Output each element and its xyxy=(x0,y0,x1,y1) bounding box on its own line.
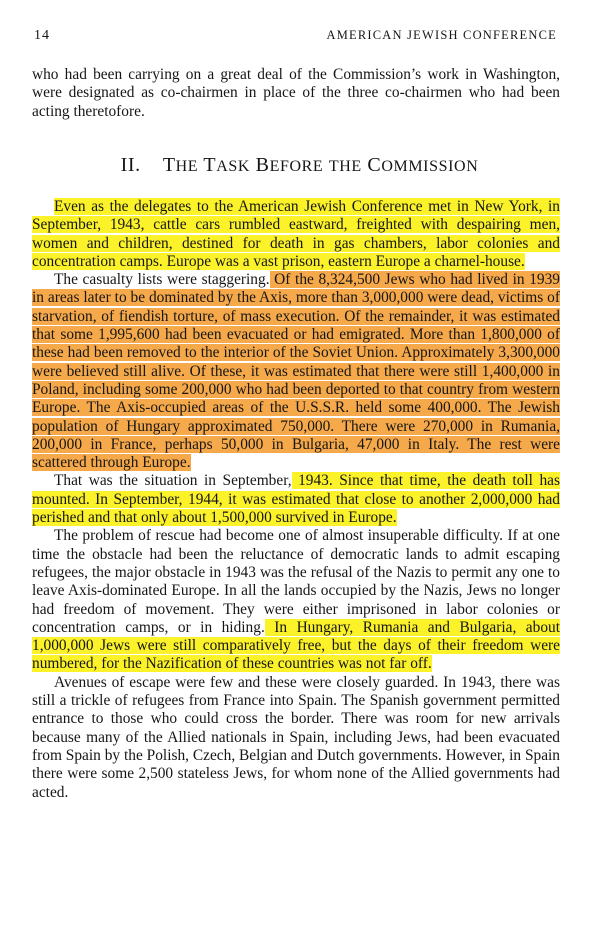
plain-text: The casualty lists were staggering. xyxy=(54,271,270,289)
page-header xyxy=(34,28,557,48)
paragraph-2 xyxy=(32,271,560,472)
highlighted-text: In Hungary, Rumania and Bulgaria, about 1,000,000 Jews were still comparatively free, but the days of their freedom were numbered, for the Nazification of these countries was not far off. xyxy=(32,618,560,673)
paragraph-5 xyxy=(32,674,560,802)
plain-text: The problem of rescue had become one of almost insuperable difficulty. If at one time the obstacle had been the reluctance of democratic lands to admit escaping refugees, the major obstacle in 1943 was the refusal of the Nazis to permit any one to leave Axis-dominated Europe. In all the lands occupied by the Nazis, Jews no longer had freedom of movement. They were either imprisoned in labor colonies or concentration camps, or in hiding. xyxy=(32,527,560,636)
plain-text: Avenues of escape were few and these were closely guarded. In 1943, there was still a trickle of refugees from France into Spain. The Spanish government permitted entrance to those who could cross the border. There was room for new arrivals because many of the Allied nationals in Spain, including Jews, had been evacuated from Spain by the Polish, Czech, Belgian and Dutch governments. However, in Spain there were some 2,500 stateless Jews, for whom none of the Allied governments had acted. xyxy=(32,673,560,801)
plain-text: That was the situation in September, xyxy=(54,472,292,490)
section-numeral: II. xyxy=(120,154,141,176)
paragraph-4 xyxy=(32,527,560,673)
intro-paragraph: who had been carrying on a great deal of the Commission’s work in Washington, were designated as co-chairmen in place of the three co-chairmen who had been acting theretofore. xyxy=(32,66,560,120)
highlighted-text: Of the 8,324,500 Jews who had lived in 1939 in areas later to be dominated by the Axis, more than 3,000,000 were dead, victims of starvation, of fiendish torture, of mass execution. Of the remainder, it was estimated that some 1,995,600 had been evacuated or had emigrated. More than 1,800,000 of these had been removed to the interior of the Soviet Union. Approximately 3,300,000 were believed still alive. Of these, it was estimated that there were still 1,400,000 in Poland, including some 200,000 who had been deported to that country from western Europe. The Axis-occupied areas of the U.S.S.R. held some 400,000. The Jewish population of Hungary approximated 750,000. There were 270,000 in Rumania, 200,000 in France, perhaps 50,000 in Bulgaria, 47,000 in Italy. The rest were scattered through Europe. xyxy=(32,271,560,472)
running-head: AMERICAN JEWISH CONFERENCE xyxy=(326,28,557,42)
paragraph-3 xyxy=(32,472,560,527)
highlighted-text: Even as the delegates to the American Jewish Conference met in New York, in September, 1943, cattle cars rumbled eastward, freighted with despairing men, women and children, destined for death in gas chambers, labor colonies and concentration camps. Europe was a vast prison, eastern Europe a charnel-house. xyxy=(32,198,560,270)
section-body xyxy=(32,198,560,802)
paragraph-1 xyxy=(32,198,560,271)
section-heading xyxy=(0,154,599,177)
page-number: 14 xyxy=(34,28,50,43)
section-title: THE TASK BEFORE THE COMMISSION xyxy=(162,154,479,176)
highlighted-text: 1943. Since that time, the death toll has mounted. In September, 1944, it was estimated that close to another 2,000,000 had perished and that only about 1,500,000 survived in Europe. xyxy=(32,472,560,527)
